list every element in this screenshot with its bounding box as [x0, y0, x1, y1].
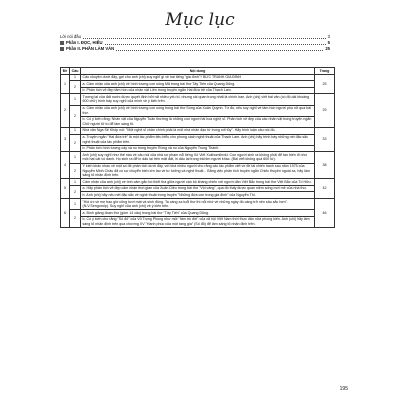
toc-leader	[83, 35, 326, 39]
cell-de: 5	[61, 179, 70, 199]
cell-cau: 2	[70, 163, 81, 179]
toc-page: 25	[325, 46, 330, 51]
toc-leader	[105, 41, 326, 45]
cell-cau: 1	[70, 94, 81, 105]
header-cau: Câu	[70, 68, 81, 75]
cell-page: 42	[315, 179, 335, 199]
cell-content: Câu chuyện dưới đây, gợi cho anh (chị) suy nghĩ gì về hai tiếng "gia đình"? BỨC TRANH GIA ĐÌNH	[81, 74, 315, 81]
table-row	[61, 87, 335, 94]
header-de: Đề	[61, 68, 70, 75]
table-header-row	[61, 68, 335, 75]
cell-de: 4	[61, 152, 70, 179]
cell-content: Anh (chị) suy nghĩ như thế nào về câu nói của nhà sư phạm nổi tiếng Xô Viết Xukhomlinxki: Con người sinh ra không phải để tan biến đi như một hạt cát vô danh. Họ sinh ra để in dấu lại trên mặt đất, in dấu lại trong trái tim người khác. (Bài viết không quá 600 từ).	[81, 152, 315, 163]
cell-de: 3	[61, 127, 70, 151]
square-bullet-icon	[60, 41, 64, 45]
cell-cau: 1	[70, 127, 81, 134]
toc-page: 5	[327, 40, 330, 45]
table-row	[61, 81, 335, 88]
table-row	[61, 94, 335, 105]
cell-cau: 1	[70, 179, 81, 186]
contents-table	[60, 67, 335, 228]
cell-content: Cảm nhận của anh (chị) về tình cảm gắn bó thiết tha giữa người cán bộ kháng chiến với người dân Việt Bắc trong bài thơ Việt Bắc của Tố Hữu.	[81, 179, 315, 186]
cell-de: 1	[61, 74, 70, 94]
cell-content: Tương lai của đất nước được quyết định bởi rất nhiều yếu tố, nhưng cái quan trọng nhất là chính bạn. Anh (chị) viết bài văn (có độ dài khoảng 600 chữ) trình bày suy nghĩ của mình về ý kiến trên.	[81, 94, 315, 105]
page-title: Mục lục	[165, 10, 235, 30]
cell-content: b. Phân tích vẻ đẹp tâm hồn của nhân vật Liên trong truyện ngắn Hai đứa trẻ của Thạch Lam.	[81, 87, 315, 94]
toc-row-part-2[interactable]	[60, 46, 330, 52]
table-row	[61, 105, 335, 116]
cell-content: b. Phân tích hình tượng cây xà nu trong truyện Rừng xà nu của Nguyễn Trung Thành.	[81, 145, 315, 152]
table-row	[61, 152, 335, 163]
cell-content: Ý kiến khác nhau về một số đề phân tích dưới đây, với khá nhiều người cho rằng các tác phẩm viết về đề tài chiến tranh sau năm 1975 của Nguyễn Minh Châu đã có sự chuyển biến lớn lao về tư tưởng và nghệ thuật... Bằng việc phân tích truyện ngắn Chiếc thuyền ngoài xa, hãy làm sáng tỏ nhận định trên.	[81, 163, 315, 179]
page-number: 195	[339, 386, 348, 392]
cell-de: 6	[61, 199, 70, 228]
table-row	[61, 179, 335, 186]
cell-page: 38	[315, 152, 335, 179]
table-row	[61, 74, 335, 81]
cell-page: 29	[315, 94, 335, 128]
table-row	[61, 127, 335, 134]
table-row	[61, 163, 335, 179]
cell-content: a. Truyện ngắn "Hai đứa trẻ" là một tác phẩm tiêu biểu cho phong cách nghệ thuật của Thạch Lam. Anh (chị) hãy trình bày những nét đặc sắc nghệ thuật của tác phẩm trên.	[81, 134, 315, 145]
toc-leader	[116, 47, 323, 51]
toc-label: Phần I. ĐỌC, HIỂU	[66, 40, 103, 45]
table-row	[61, 145, 335, 152]
toc-label: Lời nói đầu	[60, 34, 81, 39]
cell-content: a. Bình giảng đoạn thơ (gồm 14 câu) trong bài thơ "Tây Tiến" của Quang Dũng.	[81, 210, 315, 217]
cell-de: 2	[61, 94, 70, 128]
cell-content: a. Hãy phân tích vẻ đẹp cảm nhận thời gian của Xuân Diệu trong bài thơ "Vội vàng", qua đó thấy được quan niệm sống mới mẻ của nhà thơ.	[81, 185, 315, 192]
cell-cau: 1	[70, 74, 81, 81]
cell-content: a. Cảm nhận của anh (chị) về hình tượng con sông Mã trong bài thơ Tây Tiến của Quang Dũng.	[81, 81, 315, 88]
toc-page: 3	[327, 34, 330, 39]
cell-cau: 1	[70, 152, 81, 163]
cell-content: b. Có ý kiến rằng: Nhân vật của Nguyễn Tuân thường là những con người tài hoa nghệ sĩ. Phân tích vẻ đẹp của các nhân vật trong truyện ngắn Chữ người tử tù để làm sáng tỏ.	[81, 116, 315, 127]
table-row	[61, 116, 335, 127]
cell-content: a. Cảm nhận của anh (chị) về hình tượng con sóng trong bài thơ Sóng của Xuân Quỳnh. Từ đó, nêu suy nghĩ về tâm hồn người phụ nữ qua bài thơ.	[81, 105, 315, 116]
header-page: Trang	[315, 68, 335, 75]
cell-page: 25	[315, 74, 335, 94]
cell-cau: 2	[70, 105, 81, 127]
table-row	[61, 185, 335, 192]
cell-content: b. Có ý kiến cho rằng "Số đỏ" của Vũ Trọng Phụng như một "tấm trò đời" của xã hội Việt Nam thời thực dân nửa phong kiến. Anh (chị) hãy làm sáng tỏ nhận định trên qua chương XV "Hạnh phúc của một tang gia" (Số đỏ) để làm sáng tỏ nhận định trên.	[81, 216, 315, 227]
table-row	[61, 192, 335, 199]
table-row	[61, 216, 335, 227]
toc-label: Phần II. PHẦN LÀM VĂN	[66, 46, 115, 51]
cell-page: 46	[315, 199, 335, 228]
toc-summary	[60, 34, 330, 52]
cell-cau: 2	[70, 134, 81, 152]
cell-content: "Hồi ức về mẹ bao giờ cũng tươi mát và sinh động. Ta càng xa tuổi thơ thì nỗi nhớ về những ngày đó càng trở nên sâu sắc hơn". (N.V.Sengunốp). Suy nghĩ của anh (chị) về ý kiến trên.	[81, 199, 315, 210]
cell-cau: 1	[70, 199, 81, 210]
cell-page: 33	[315, 127, 335, 151]
table-row	[61, 199, 335, 210]
cell-content: Nhà văn Nga Sê Khốp nói: "Một nghệ sĩ chân chính phải là một nhà nhân đạo từ trong cốt tủy". Hãy bình luận câu nói đó.	[81, 127, 315, 134]
cell-cau: 2	[70, 210, 81, 228]
cell-content: b. Anh (chị) hãy nêu nét đặc sắc về nghệ thuật trong truyện "Những đứa con trong gia đình" của Nguyễn Thi.	[81, 192, 315, 199]
cell-cau: 2	[70, 81, 81, 94]
cell-cau: 2	[70, 185, 81, 198]
table-row	[61, 134, 335, 145]
square-bullet-icon	[60, 47, 64, 51]
table-row	[61, 210, 335, 217]
header-content: Nội dung	[81, 68, 315, 75]
